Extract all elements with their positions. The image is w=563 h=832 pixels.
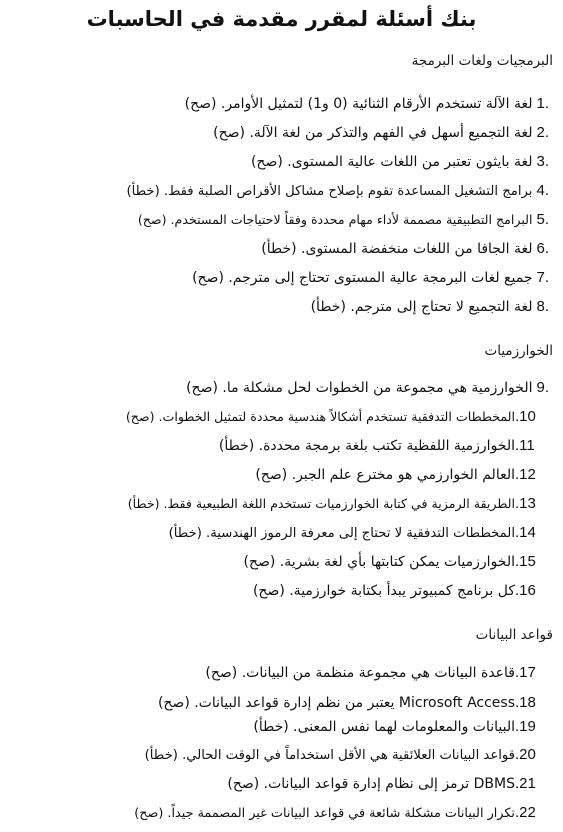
list-item [138, 209, 549, 231]
item-number: 7. [536, 269, 549, 286]
list-item [186, 377, 549, 399]
item-text: برامج التشغيل المساعدة تقوم بإصلاح مشاكل الأقراص الصلبة فقط. (خطأ) [126, 184, 533, 199]
item-number: 2. [536, 124, 549, 141]
item-text: DBMS ترمز إلى نظام إدارة قواعد البيانات. (صح) [227, 776, 515, 792]
item-text: المخططات التدفقية لا تحتاج إلى معرفة الرموز الهندسية. (خطأ) [168, 526, 515, 541]
list-item [243, 551, 555, 573]
item-number: 1. [536, 95, 549, 112]
item-text: الطريقة الرمزية في كتابة الخوارزميات تستخدم اللغة الطبيعية فقط. (خطأ) [127, 496, 515, 511]
list-item [251, 151, 549, 173]
item-number: .16 [515, 582, 536, 599]
section-title-databases: قواعد البيانات [475, 627, 553, 643]
item-text: لغة الآلة تستخدم الأرقام الثنائية (0 و1) لتمثيل الأوامر. (صح) [184, 96, 533, 112]
item-text: Microsoft Access يعتبر من نظم إدارة قواعد البيانات. (صح) [157, 695, 515, 711]
list-item [158, 692, 555, 714]
item-number: .19 [515, 718, 536, 735]
item-number: .21 [515, 775, 536, 792]
page-title: بنك أسئلة لمقرر مقدمة في الحاسبات [86, 7, 477, 31]
item-text: لغة التجميع لا تحتاج إلى مترجم. (خطأ) [310, 299, 533, 315]
section-title-algorithms: الخوارزميات [484, 343, 553, 359]
item-number: .20 [515, 746, 536, 763]
list-item [261, 238, 549, 260]
item-text: كل برنامج كمبيوتر يبدأ بكتابة خوارزمية. (صح) [252, 583, 515, 599]
item-number: .14 [515, 524, 536, 541]
list-item [128, 493, 555, 515]
list-item [134, 802, 555, 824]
list-item [213, 122, 549, 144]
item-text: لغة الجافا من اللغات منخفضة المستوى. (خطأ) [261, 241, 533, 257]
list-item [126, 406, 555, 428]
item-text: لغة التجميع أسهل في الفهم والتذكر من لغة الآلة. (صح) [213, 125, 533, 141]
section-title-programming: البرمجيات ولغات البرمجة [411, 53, 553, 69]
list-item [145, 744, 555, 766]
list-item [126, 180, 549, 202]
item-text: الخوارزمية اللفظية تكتب بلغة برمجة محددة. (خطأ) [218, 438, 515, 454]
item-text: الخوارزميات يمكن كتابتها بأي لغة بشرية. (صح) [243, 554, 515, 570]
item-number: .12 [515, 466, 536, 483]
list-item [255, 464, 555, 486]
item-number: .11 [515, 437, 535, 454]
item-text: العالم الخوارزمي هو مخترع علم الجبر. (صح) [255, 467, 515, 483]
list-item [227, 773, 555, 795]
item-text: لغة بايثون تعتبر من اللغات عالية المستوى. (صح) [250, 154, 533, 170]
item-text: قواعد البيانات العلائقية هي الأقل استخداماً في الوقت الحالي. (خطأ) [144, 748, 515, 763]
list-item [253, 716, 555, 738]
item-number: 6. [536, 240, 549, 257]
item-text: البيانات والمعلومات لهما نفس المعنى. (خطأ) [253, 719, 515, 735]
item-number: 8. [536, 298, 549, 315]
item-text: قاعدة البيانات هي مجموعة منظمة من البيانات. (صح) [205, 665, 515, 681]
item-number: .15 [515, 553, 536, 570]
list-item [253, 580, 555, 602]
list-item [192, 267, 549, 289]
item-number: .10 [515, 408, 536, 425]
item-number: .17 [515, 664, 536, 681]
item-number: 5. [536, 211, 549, 228]
list-item [311, 296, 549, 318]
item-number: 4. [536, 182, 549, 199]
item-number: .18 [515, 694, 536, 711]
item-text: المخططات التدفقية تستخدم أشكالاً هندسية محددة لتمثيل الخطوات. (صح) [125, 409, 515, 424]
list-item [169, 522, 555, 544]
list-item [185, 93, 549, 115]
item-number: 9. [536, 379, 549, 396]
item-number: 3. [536, 153, 549, 170]
item-text: الخوارزمية هي مجموعة من الخطوات لحل مشكلة ما. (صح) [186, 380, 533, 396]
item-number: .22 [515, 804, 536, 821]
list-item [205, 662, 555, 684]
item-text: جميع لغات البرمجة عالية المستوى تحتاج إلى مترجم. (صح) [192, 270, 533, 286]
item-number: .13 [515, 495, 536, 512]
list-item [219, 435, 555, 457]
item-text: تكرار البيانات مشكلة شائعة في قواعد البيانات غير المصممة جيداً. (صح) [134, 806, 515, 821]
item-text: البرامج التطبيقية مصممة لأداء مهام محددة وفقاً لاحتياجات المستخدم. (صح) [137, 212, 533, 227]
